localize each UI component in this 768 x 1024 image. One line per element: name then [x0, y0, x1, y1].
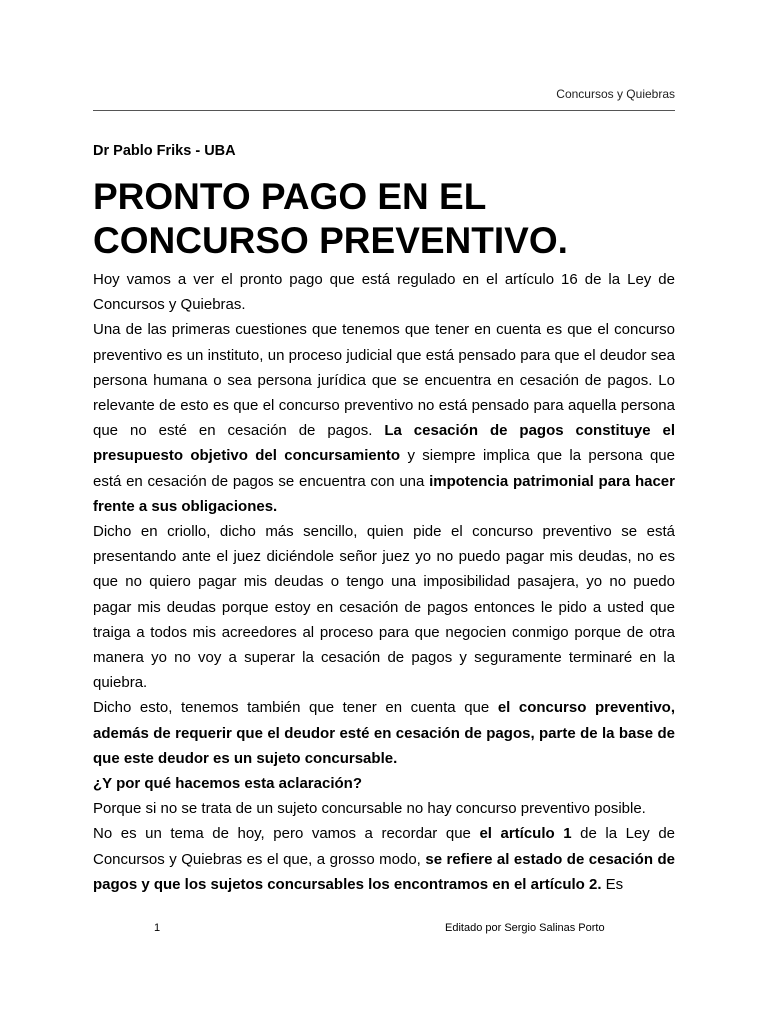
body-text: Porque si no se trata de un sujeto concursable no hay concurso preventivo posible. [93, 800, 646, 818]
body-paragraph [93, 267, 675, 317]
body-paragraph [93, 695, 675, 771]
author-line: Dr Pablo Friks - UBA [93, 143, 236, 159]
body-text: Una de las primeras cuestiones que tenemos que tener en cuenta es que el concurso preventivo es un instituto, un proceso judicial que está pensado para que el deudor sea persona humana o sea persona jurídica que se encuentra en cesación de pagos. Lo relevante de esto es que el concurso preventivo no está pensado para aquella persona que no esté en cesación de pagos. [93, 321, 675, 440]
body-paragraph [93, 821, 675, 897]
body-paragraph [93, 771, 675, 796]
body-text: y siempre implica que la persona que está en cesación de pagos se encuentra con una [93, 447, 675, 490]
bold-text: se refiere al estado de cesación de pagos y que los sujetos concursables los encontramos en el artículo 2. [93, 850, 675, 893]
body-text: Dicho en criollo, dicho más sencillo, quien pide el concurso preventivo se está presentando ante el juez diciéndole señor juez yo no puedo pagar mis deudas, no es que no quiero pagar mis deudas o tengo una imposibilidad pasajera, yo no puedo pagar mis deudas porque estoy en cesación de pagos entonces le pido a usted que traiga a todos mis acreedores al proceso para que negocien conmigo porque de otra manera yo no voy a superar la cesación de pagos y seguramente terminaré en la quiebra. [93, 523, 675, 692]
running-header: Concursos y Quiebras [556, 87, 675, 101]
body-paragraph [93, 317, 675, 519]
bold-text: La cesación de pagos constituye el presupuesto objetivo del concursamiento [93, 422, 676, 465]
document-title: PRONTO PAGO EN EL CONCURSO PREVENTIVO. [93, 176, 568, 261]
page-number: 1 [154, 922, 161, 934]
body-paragraph [93, 796, 675, 821]
body-text: No es un tema de hoy, pero vamos a recordar que [93, 825, 480, 843]
body-text: de la Ley de Concursos y Quiebras es el que, a grosso modo, [93, 825, 675, 868]
body-paragraph [93, 519, 675, 695]
body-text: Es [601, 875, 624, 893]
bold-text: el concurso preventivo, además de requerir que el deudor esté en cesación de pagos, parte de la base de que este deudor es un sujeto concursable. [93, 699, 675, 767]
bold-text: el artículo 1 [479, 825, 572, 843]
document-body [93, 267, 675, 897]
body-text: Dicho esto, tenemos también que tener en cuenta que [93, 699, 498, 717]
body-text: Hoy vamos a ver el pronto pago que está regulado en el artículo 16 de la Ley de Concursos y Quiebras. [93, 271, 675, 314]
header-rule [93, 110, 675, 111]
bold-text: ¿Y por qué hacemos esta aclaración? [93, 775, 362, 793]
footer-credit: Editado por Sergio Salinas Porto [445, 922, 605, 934]
bold-text: impotencia patrimonial para hacer frente a sus obligaciones. [93, 472, 675, 515]
